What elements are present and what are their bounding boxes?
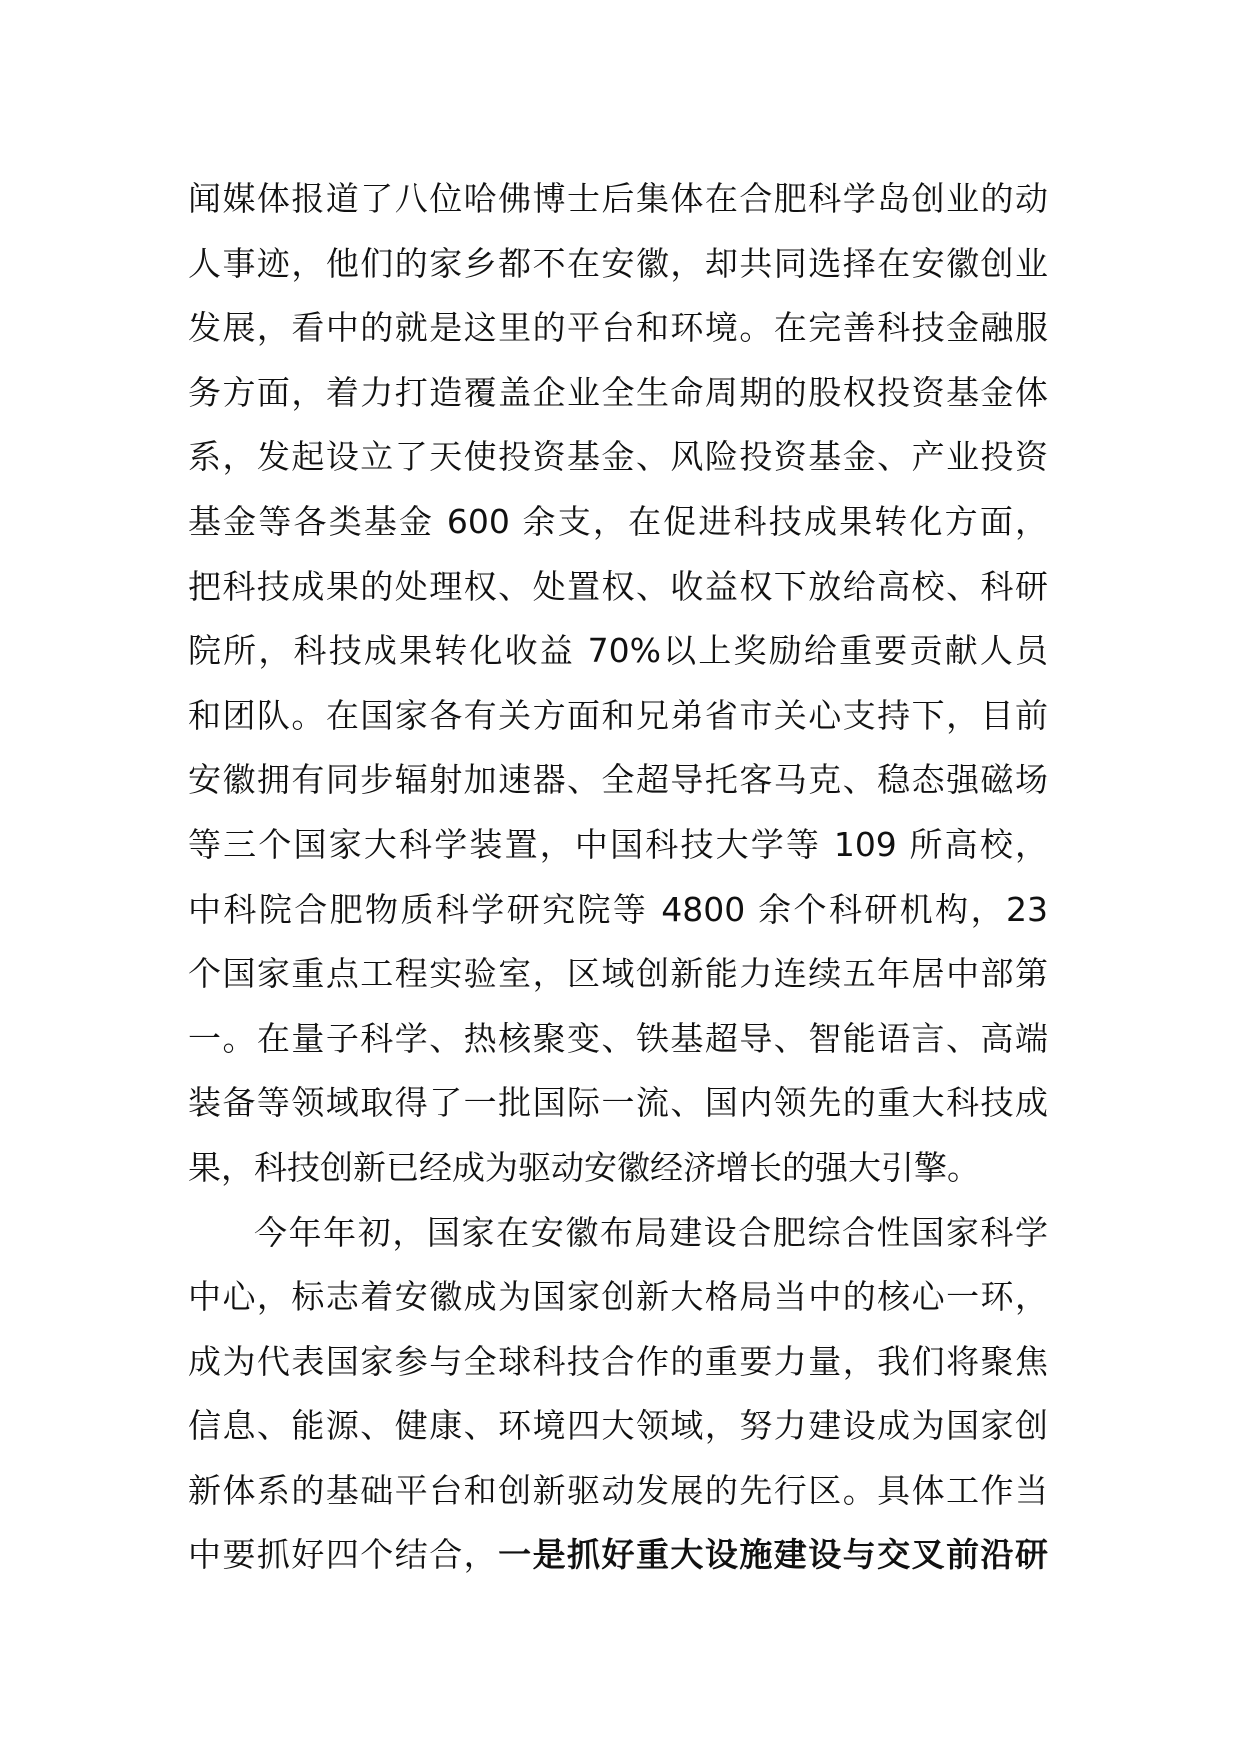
text-line-2: 人事迹，他们的家乡都不在安徽，却共同选择在安徽创业 xyxy=(188,243,1048,283)
text-line-20: 信息、能源、健康、环境四大领域，努力建设成为国家创 xyxy=(188,1406,1048,1446)
text-line-16: 果，科技创新已经成为驱动安徽经济增长的强大引擎。 xyxy=(188,1147,980,1187)
text-line-12: 中科院合肥物质科学研究院等 4800 余个科研机构，23 xyxy=(188,889,1048,929)
text-line-1: 闻媒体报道了八位哈佛博士后集体在合肥科学岛创业的动 xyxy=(188,179,1048,218)
text-line-22-normal: 中要抓好四个结合， xyxy=(188,1535,499,1575)
text-line-4: 务方面，着力打造覆盖企业全生命周期的股权投资基金体 xyxy=(188,372,1048,412)
text-line-8: 院所，科技成果转化收益 70%以上奖励给重要贡献人员 xyxy=(188,631,1048,671)
text-line-3: 发展，看中的就是这里的平台和环境。在完善科技金融服 xyxy=(188,308,1048,348)
text-line-11: 等三个国家大科学装置，中国科技大学等 109 所高校， xyxy=(188,824,1048,864)
text-line-5: 系，发起设立了天使投资基金、风险投资基金、产业投资 xyxy=(188,437,1048,477)
text-line-15: 装备等领域取得了一批国际一流、国内领先的重大科技成 xyxy=(188,1083,1048,1123)
text-line-7: 把科技成果的处理权、处置权、收益权下放给高校、科研 xyxy=(188,566,1048,606)
text-line-19: 成为代表国家参与全球科技合作的重要力量，我们将聚焦 xyxy=(188,1341,1048,1381)
text-line-9: 和团队。在国家各有关方面和兄弟省市关心支持下，目前 xyxy=(188,695,1048,735)
body-text xyxy=(188,167,1048,1588)
text-line-22 xyxy=(188,1523,1048,1588)
text-line-22-bold: 一是抓好重大设施建设与交叉前沿研 xyxy=(498,1535,1049,1575)
text-line-17: 今年年初，国家在安徽布局建设合肥综合性国家科学 xyxy=(254,1212,1048,1252)
text-line-10: 安徽拥有同步辐射加速器、全超导托客马克、稳态强磁场 xyxy=(188,760,1048,800)
text-line-18: 中心，标志着安徽成为国家创新大格局当中的核心一环， xyxy=(188,1277,1048,1317)
text-line-6: 基金等各类基金 600 余支，在促进科技成果转化方面， xyxy=(188,501,1048,541)
text-line-21: 新体系的基础平台和创新驱动发展的先行区。具体工作当 xyxy=(188,1470,1048,1510)
text-line-13: 个国家重点工程实验室，区域创新能力连续五年居中部第 xyxy=(188,954,1048,994)
text-line-14: 一。在量子科学、热核聚变、铁基超导、智能语言、高端 xyxy=(188,1018,1048,1058)
